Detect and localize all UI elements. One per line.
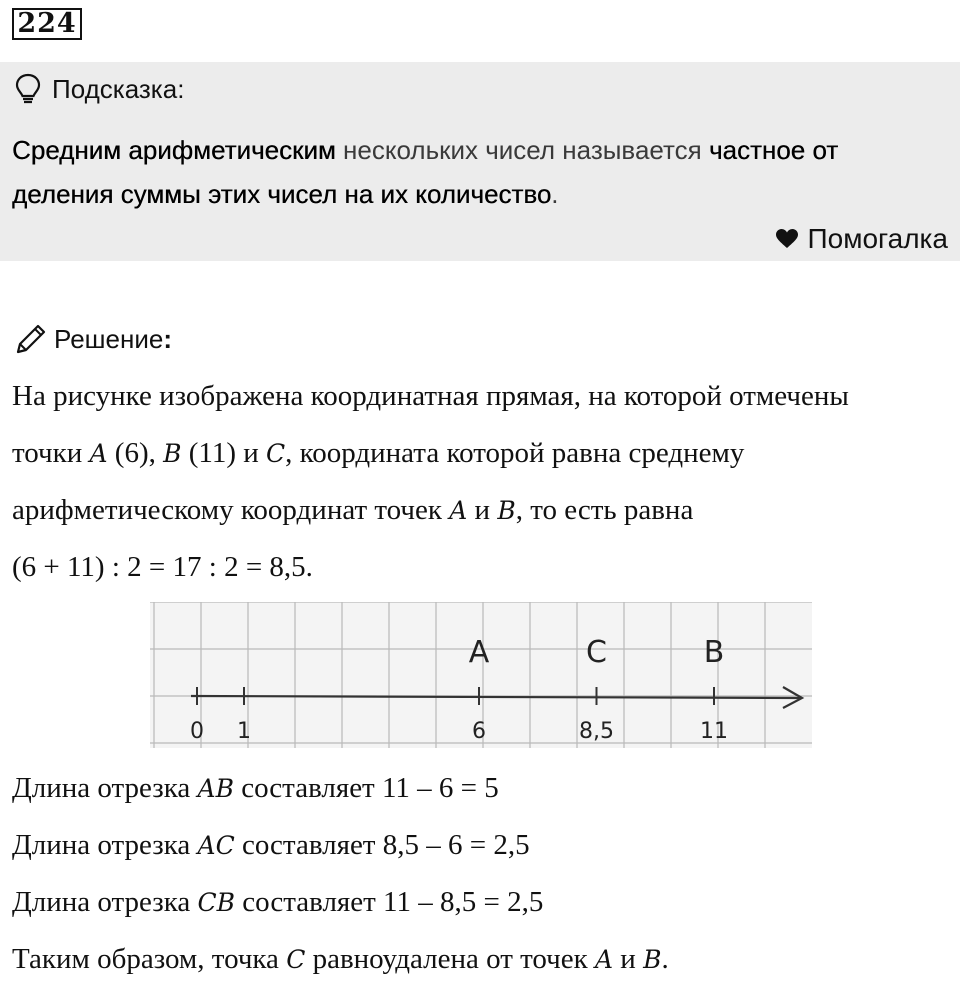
text: и [467,494,498,526]
point-label: B [703,635,725,670]
text: (6 + 11) : 2 = 17 : 2 = 8,5. [12,551,313,583]
segment-name: AB [197,774,234,803]
solution-line-4 [12,551,313,584]
point-name: A [594,945,614,974]
number-line [150,602,812,748]
point-name: B [163,439,182,468]
text: . [661,943,669,975]
text: На рисунке изображена координатная прямая, на которой отмечены [12,380,849,412]
point-name: C [286,945,306,974]
text: составляет 8,5 – 6 = 2,5 [234,829,530,861]
result-line-3 [12,886,543,919]
solution-header [14,321,172,357]
point-name: A [89,439,108,468]
hint-header [14,72,184,106]
solution-title: Решение [54,323,164,354]
hint-text [12,128,952,216]
lightbulb-icon [14,73,42,105]
credit-label: Помогалка [807,223,948,254]
hint-text-end: . [551,179,559,209]
hint-definition-part1: частное от [708,135,839,165]
result-line-2 [12,829,530,862]
tick-label: 0 [190,719,204,744]
text: (6), [107,437,164,469]
solution-colon: : [163,323,172,354]
point-name: B [497,496,516,525]
result-line-1 [12,772,499,805]
text: Таким образом, точка [12,943,287,975]
hint-title: Подсказка: [52,73,185,104]
text: , то есть равна [515,494,694,526]
hint-definition-part2: деления суммы этих чисел на их количество [12,179,552,209]
text: точки [12,437,90,469]
conclusion-line [12,943,669,976]
hint-text-normal: нескольких чисел называется [335,135,709,165]
text: , координата которой равна среднему [285,437,745,469]
text: (11) и [181,437,267,469]
solution-line-3 [12,494,693,527]
text: Длина отрезка [12,829,198,861]
point-label: C [586,635,607,670]
text: Длина отрезка [12,772,198,804]
tick-label: 1 [237,719,251,744]
pencil-icon [14,322,48,356]
text: Длина отрезка [12,886,198,918]
tick-label: 11 [700,719,728,744]
credit [776,223,948,255]
segment-name: AC [197,831,235,860]
point-name: B [643,945,662,974]
text: составляет 11 – 8,5 = 2,5 [235,886,544,918]
solution-line-1 [12,380,849,413]
text: составляет 11 – 6 = 5 [233,772,499,804]
text: и [613,943,644,975]
text: арифметическому координат точек [12,494,450,526]
task-number: 224 [12,8,82,40]
number-line-photo [150,602,812,748]
solution-line-2 [12,437,744,470]
tick-label: 8,5 [579,719,614,744]
point-name: A [449,496,468,525]
point-label: A [468,635,490,670]
point-name: C [266,439,286,468]
tick-label: 6 [472,719,486,744]
text: равноудалена от точек [305,943,595,975]
heart-icon [776,229,798,249]
hint-term: Средним арифметическим [12,135,336,165]
segment-name: CB [197,888,236,917]
